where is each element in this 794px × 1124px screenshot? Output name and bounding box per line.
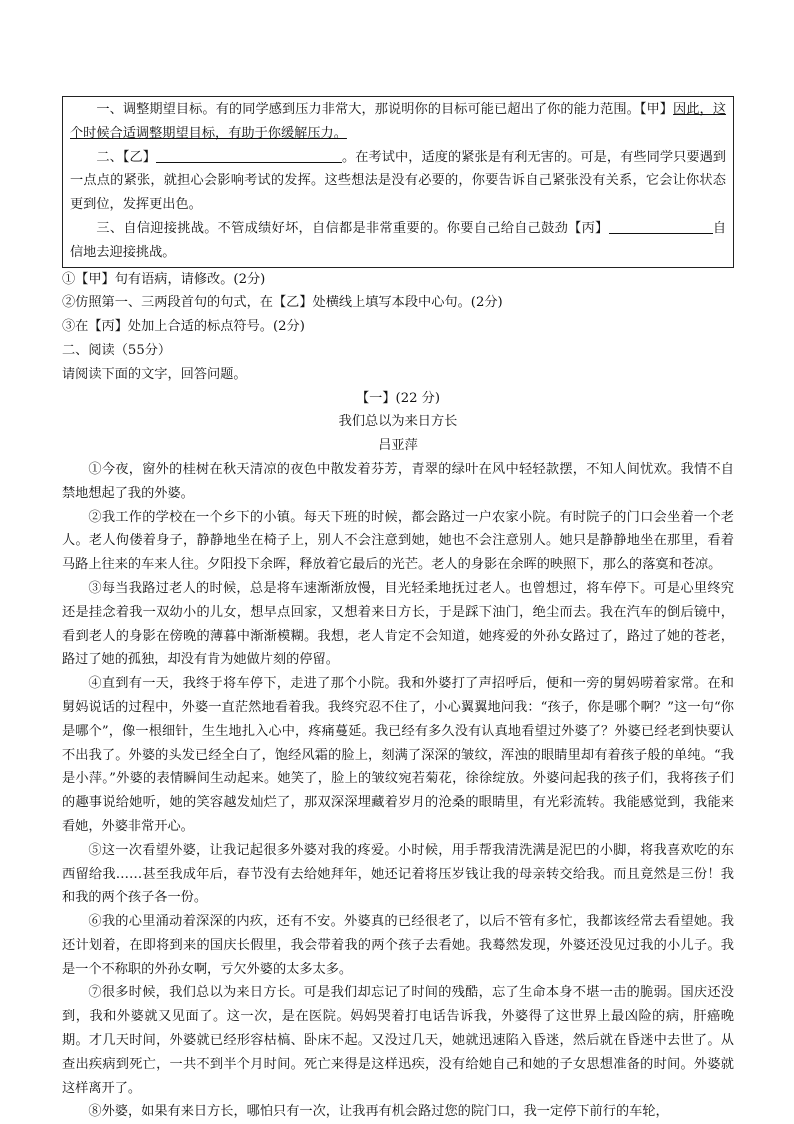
question-1: ①【甲】句有语病，请修改。(2分) xyxy=(62,271,266,287)
part-label: 【一】(22 分) xyxy=(355,390,440,406)
blank-bing[interactable] xyxy=(609,219,713,234)
passage-box xyxy=(62,96,734,268)
article-author: 吕亚萍 xyxy=(378,438,418,454)
article-paragraph-4: ④直到有一天，我终于将车停下，走进了那个小院。我和外婆打了声招呼后，便和一旁的舅妈唠着家常。在和舅妈说话的过程中，外婆一直茫然地看着我。我终究忍不住了，小心翼翼地问我：“孩子，你是哪个啊？”这一句“你是哪个”，像一根细针，生生地扎入心中，疼痛蔓延。我已经有多久没有认真地看望过外婆了？外婆已经老到快要认不出我了。外婆的头发已经全白了，饱经风霜的脸上，刻满了深深的皱纹，浑浊的眼睛里却有着孩子般的单纯。“我是小萍。”外婆的表情瞬间生动起来。她笑了，脸上的皱纹宛若菊花，徐徐绽放。外婆问起我的孩子们，我将孩子们的趣事说给她听，她的笑容越发灿烂了，那双深深埋藏着岁月的沧桑的眼睛里，有光彩流转。我能感觉到，我能来看她，外婆非常开心。 xyxy=(62,676,734,834)
article-body xyxy=(62,458,734,1124)
article-paragraph-2: ②我工作的学校在一个乡下的小镇。每天下班的时候，都会路过一户农家小院。有时院子的门口会坐着一个老人。老人佝偻着身子，静静地坐在椅子上，别人不会注意到她，她也不会注意别人。她只是静静地坐在那里，看着马路上往来的车来人往。夕阳投下余晖，释放着它最后的光芒。老人的身影在余晖的映照下，那么的落寞和苍凉。 xyxy=(62,509,734,573)
article-paragraph-7: ⑦很多时候，我们总以为来日方长。可是我们却忘记了时间的残酷，忘了生命本身不堪一击的脆弱。国庆还没到，我和外婆就又见面了。这一次，是在医院。妈妈哭着打电话告诉我，外婆得了这世界上最凶险的病，肝癌晚期。才几天时间，外婆就已经形容枯槁、卧床不起。又没过几天，她就迅速陷入昏迷，然后就在昏迷中去世了。从查出疾病到死亡，一共不到半个月时间。死亡来得是这样迅疾，没有给她自己和她的子女思想准备的时间。外婆就这样离开了。 xyxy=(62,985,734,1096)
article-paragraph-3: ③每当我路过老人的时候，总是将车速渐渐放慢，目光轻柔地抚过老人。也曾想过，将车停下。可是心里终究还是挂念着我一双幼小的儿女，想早点回家，又想着来日方长，于是踩下油门，绝尘而去。我在汽车的倒后镜中，看到老人的身影在傍晚的薄暮中渐渐模糊。我想，老人肯定不会知道，她疼爱的外孙女路过了，路过了她的苍老，路过了她的孤独，却没有肯为她做片刻的停留。 xyxy=(62,580,734,668)
box-paragraph-3: 三、自信迎接挑战。不管成绩好坏，自信都是非常重要的。你要自己给自己鼓劲【丙】 自信地去迎接挑战。 xyxy=(70,220,727,260)
box-paragraph-2: 二、【乙】 。在考试中，适度的紧张是有利无害的。可是，有些同学只要遇到一点点的紧张，就担心会影响考试的发挥。这些想法是没有必要的，你要告诉自己紧张没有关系，它会让你状态更到位，发挥更出色。 xyxy=(70,149,726,213)
exam-page xyxy=(62,96,734,1124)
question-3: ③在【丙】处加上合适的标点符号。(2分) xyxy=(62,319,305,335)
article-title: 我们总以为来日方长 xyxy=(338,414,458,430)
section-heading: 二、阅读（55分） xyxy=(62,342,172,358)
question-2: ②仿照第一、三两段首句的句式，在【乙】处横线上填写本段中心句。(2分) xyxy=(62,295,503,311)
article-paragraph-8: ⑧外婆，如果有来日方长，哪怕只有一次，让我再有机会路过您的院门口，我一定停下前行的车轮， xyxy=(88,1104,669,1120)
box-paragraph-1: 一、调整期望目标。有的同学感到压力非常大，那说明你的目标可能已超出了你的能力范围。【甲】因此，这个时候合适调整期望目标，有助于你缓解压力。 xyxy=(70,102,727,141)
underlined-sentence-jia: 因此，这个时候合适调整期望目标，有助于你缓解压力。 xyxy=(70,102,727,141)
article-paragraph-5: ⑤这一次看望外婆，让我记起很多外婆对我的疼爱。小时候，用手帮我清洗满是泥巴的小脚，将我喜欢吃的东西留给我……甚至我成年后，春节没有去给她拜年，她还记着将压岁钱让我的母亲转交给我。而且竟然是三份！我和我的两个孩子各一份。 xyxy=(62,842,734,906)
article-paragraph-1: ①今夜，窗外的桂树在秋天清凉的夜色中散发着芬芳，青翠的绿叶在风中轻轻款摆，不知人间忧欢。我情不自禁地想起了我的外婆。 xyxy=(62,461,734,501)
blank-yi[interactable] xyxy=(156,148,342,163)
section-instruction: 请阅读下面的文字，回答问题。 xyxy=(62,366,247,382)
article-paragraph-6: ⑥我的心里涌动着深深的内疚，还有不安。外婆真的已经很老了，以后不管有多忙，我都该经常去看望她。我还计划着，在即将到来的国庆长假里，我会带着我的两个孩子去看她。我蓦然发现，外婆还没见过我的小儿子。我是一个不称职的外孙女啊，亏欠外婆的太多太多。 xyxy=(62,914,734,977)
